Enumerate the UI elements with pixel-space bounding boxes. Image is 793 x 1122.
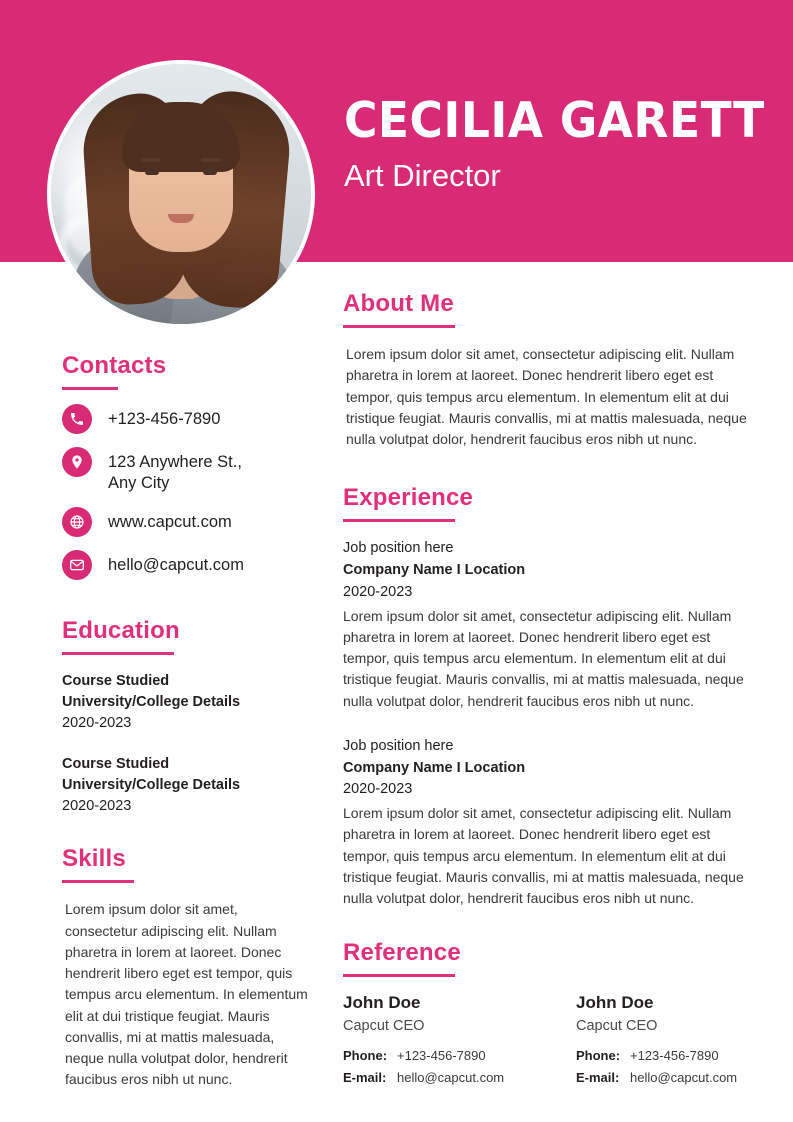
reference-name: John Doe: [576, 993, 654, 1013]
spacer-education-skills: [62, 837, 312, 845]
about-body-text: Lorem ipsum dolor sit amet, consectetur adipiscing elit. Nullam pharetra in lorem at laoreet. Donec hendrerit libero eget est tempor, quis tempus arcu elementum. In elementum elit at dui tristique feugiat. Mauris convallis, mi at mattis malesuada, neque nulla volutpat dolor, hendrerit faucibus eros nibh ut nunc.: [346, 346, 747, 448]
experience-heading-rule: [343, 519, 455, 522]
reference-email-label: E-mail:: [343, 1070, 387, 1086]
section-education: [62, 617, 312, 817]
avatar: [47, 60, 315, 328]
education-school: University/College Details: [62, 777, 241, 794]
reference-phone-line: [343, 1048, 518, 1063]
reference-phone-value: +123-456-7890: [397, 1048, 486, 1064]
section-about-me: [343, 290, 751, 450]
experience-company: Company Name I Location: [343, 562, 526, 579]
avatar-eye-left: [145, 168, 159, 175]
main-column: [343, 290, 751, 1092]
experience-heading: Experience: [343, 484, 474, 512]
contacts-list: [62, 406, 312, 580]
reference-phone-label: Phone:: [576, 1048, 621, 1064]
contact-website-value: www.capcut.com: [108, 513, 232, 532]
reference-phone-value: +123-456-7890: [630, 1048, 719, 1064]
section-experience: [343, 484, 751, 909]
avatar-brow-right: [201, 158, 221, 162]
education-item: [62, 671, 312, 734]
phone-icon: [62, 404, 92, 434]
contact-phone-value: +123-456-7890: [108, 410, 221, 428]
globe-icon: [62, 507, 92, 537]
reference-phone-label: Phone:: [343, 1048, 388, 1064]
skills-body-text: Lorem ipsum dolor sit amet, consectetur adipiscing elit. Nullam pharetra in lorem at laoreet. Donec hendrerit libero eget est tempor, quis tempus arcu elementum. In elementum elit at dui tristique feugiat. Mauris convallis, mi at mattis malesuada, neque nulla volutpat dolor, hendrerit faucibus eros nibh ut nunc.: [65, 901, 308, 1088]
sidebar: [62, 352, 312, 1091]
about-heading: About Me: [343, 290, 454, 317]
avatar-brow-left: [141, 158, 161, 162]
reference-email-line: [576, 1070, 751, 1085]
experience-item: [343, 736, 751, 910]
contacts-heading-rule: [62, 387, 118, 390]
job-title-subtitle: Art Director: [344, 158, 501, 193]
experience-body-text: Lorem ipsum dolor sit amet, consectetur adipiscing elit. Nullam pharetra in lorem at laoreet. Donec hendrerit libero eget est tempor, quis tempus arcu elementum. In elementum elit at dui tristique feugiat. Mauris convallis, mi at mattis malesuada, neque nulla volutpat dolor, hendrerit faucibus eros nibh ut nunc.: [343, 607, 744, 709]
section-skills: [62, 845, 312, 1090]
skills-heading: Skills: [62, 845, 126, 873]
experience-dates: 2020-2023: [343, 583, 413, 600]
education-dates: 2020-2023: [62, 798, 132, 815]
spacer-contacts-education: [62, 595, 312, 617]
reference-item: [576, 993, 751, 1092]
experience-company: Company Name I Location: [343, 759, 526, 776]
experience-item: [343, 538, 751, 712]
reference-email-value: hello@capcut.com: [630, 1070, 738, 1086]
contact-item-address[interactable]: [62, 449, 312, 494]
education-item: [62, 754, 312, 817]
education-course: Course Studied: [62, 756, 170, 773]
contact-address-value: [108, 449, 242, 494]
experience-position: Job position here: [343, 737, 454, 754]
experience-body-text: Lorem ipsum dolor sit amet, consectetur adipiscing elit. Nullam pharetra in lorem at laoreet. Donec hendrerit libero eget est tempor, quis tempus arcu elementum. In elementum elit at dui tristique feugiat. Mauris convallis, mi at mattis malesuada, neque nulla volutpat dolor, hendrerit faucibus eros nibh ut nunc.: [343, 805, 744, 907]
education-dates: 2020-2023: [62, 715, 132, 732]
contact-address-line2: Any City: [108, 474, 170, 493]
reference-name: John Doe: [343, 993, 421, 1013]
page-title: CECILIA GARETT: [344, 92, 765, 149]
reference-title: Capcut CEO: [343, 1018, 425, 1035]
contact-item-website[interactable]: [62, 509, 312, 537]
contact-address-line1: 123 Anywhere St.,: [108, 453, 242, 471]
envelope-icon: [62, 550, 92, 580]
reference-item: [343, 993, 518, 1092]
education-heading: Education: [62, 617, 180, 645]
contact-item-email[interactable]: [62, 552, 312, 580]
reference-phone-line: [576, 1048, 751, 1063]
education-school: University/College Details: [62, 694, 241, 711]
contacts-heading: Contacts: [62, 352, 167, 379]
avatar-eye-right: [203, 168, 217, 175]
experience-position: Job position here: [343, 540, 454, 557]
reference-grid: [343, 993, 751, 1092]
reference-heading-rule: [343, 974, 455, 977]
contact-item-phone[interactable]: [62, 406, 312, 434]
spacer-about-experience: [343, 450, 751, 484]
reference-title: Capcut CEO: [576, 1018, 658, 1035]
experience-dates: 2020-2023: [343, 781, 413, 798]
skills-heading-rule: [62, 880, 134, 883]
contact-email-value: hello@capcut.com: [108, 556, 244, 575]
reference-email-line: [343, 1070, 518, 1085]
reference-email-label: E-mail:: [576, 1070, 620, 1086]
location-pin-icon: [62, 447, 92, 477]
section-contacts: [62, 352, 312, 580]
education-course: Course Studied: [62, 673, 170, 690]
header-text-block: [344, 92, 765, 193]
reference-heading: Reference: [343, 939, 461, 967]
education-heading-rule: [62, 652, 174, 655]
section-reference: [343, 939, 751, 1092]
about-heading-rule: [343, 325, 455, 328]
reference-email-value: hello@capcut.com: [397, 1070, 505, 1086]
